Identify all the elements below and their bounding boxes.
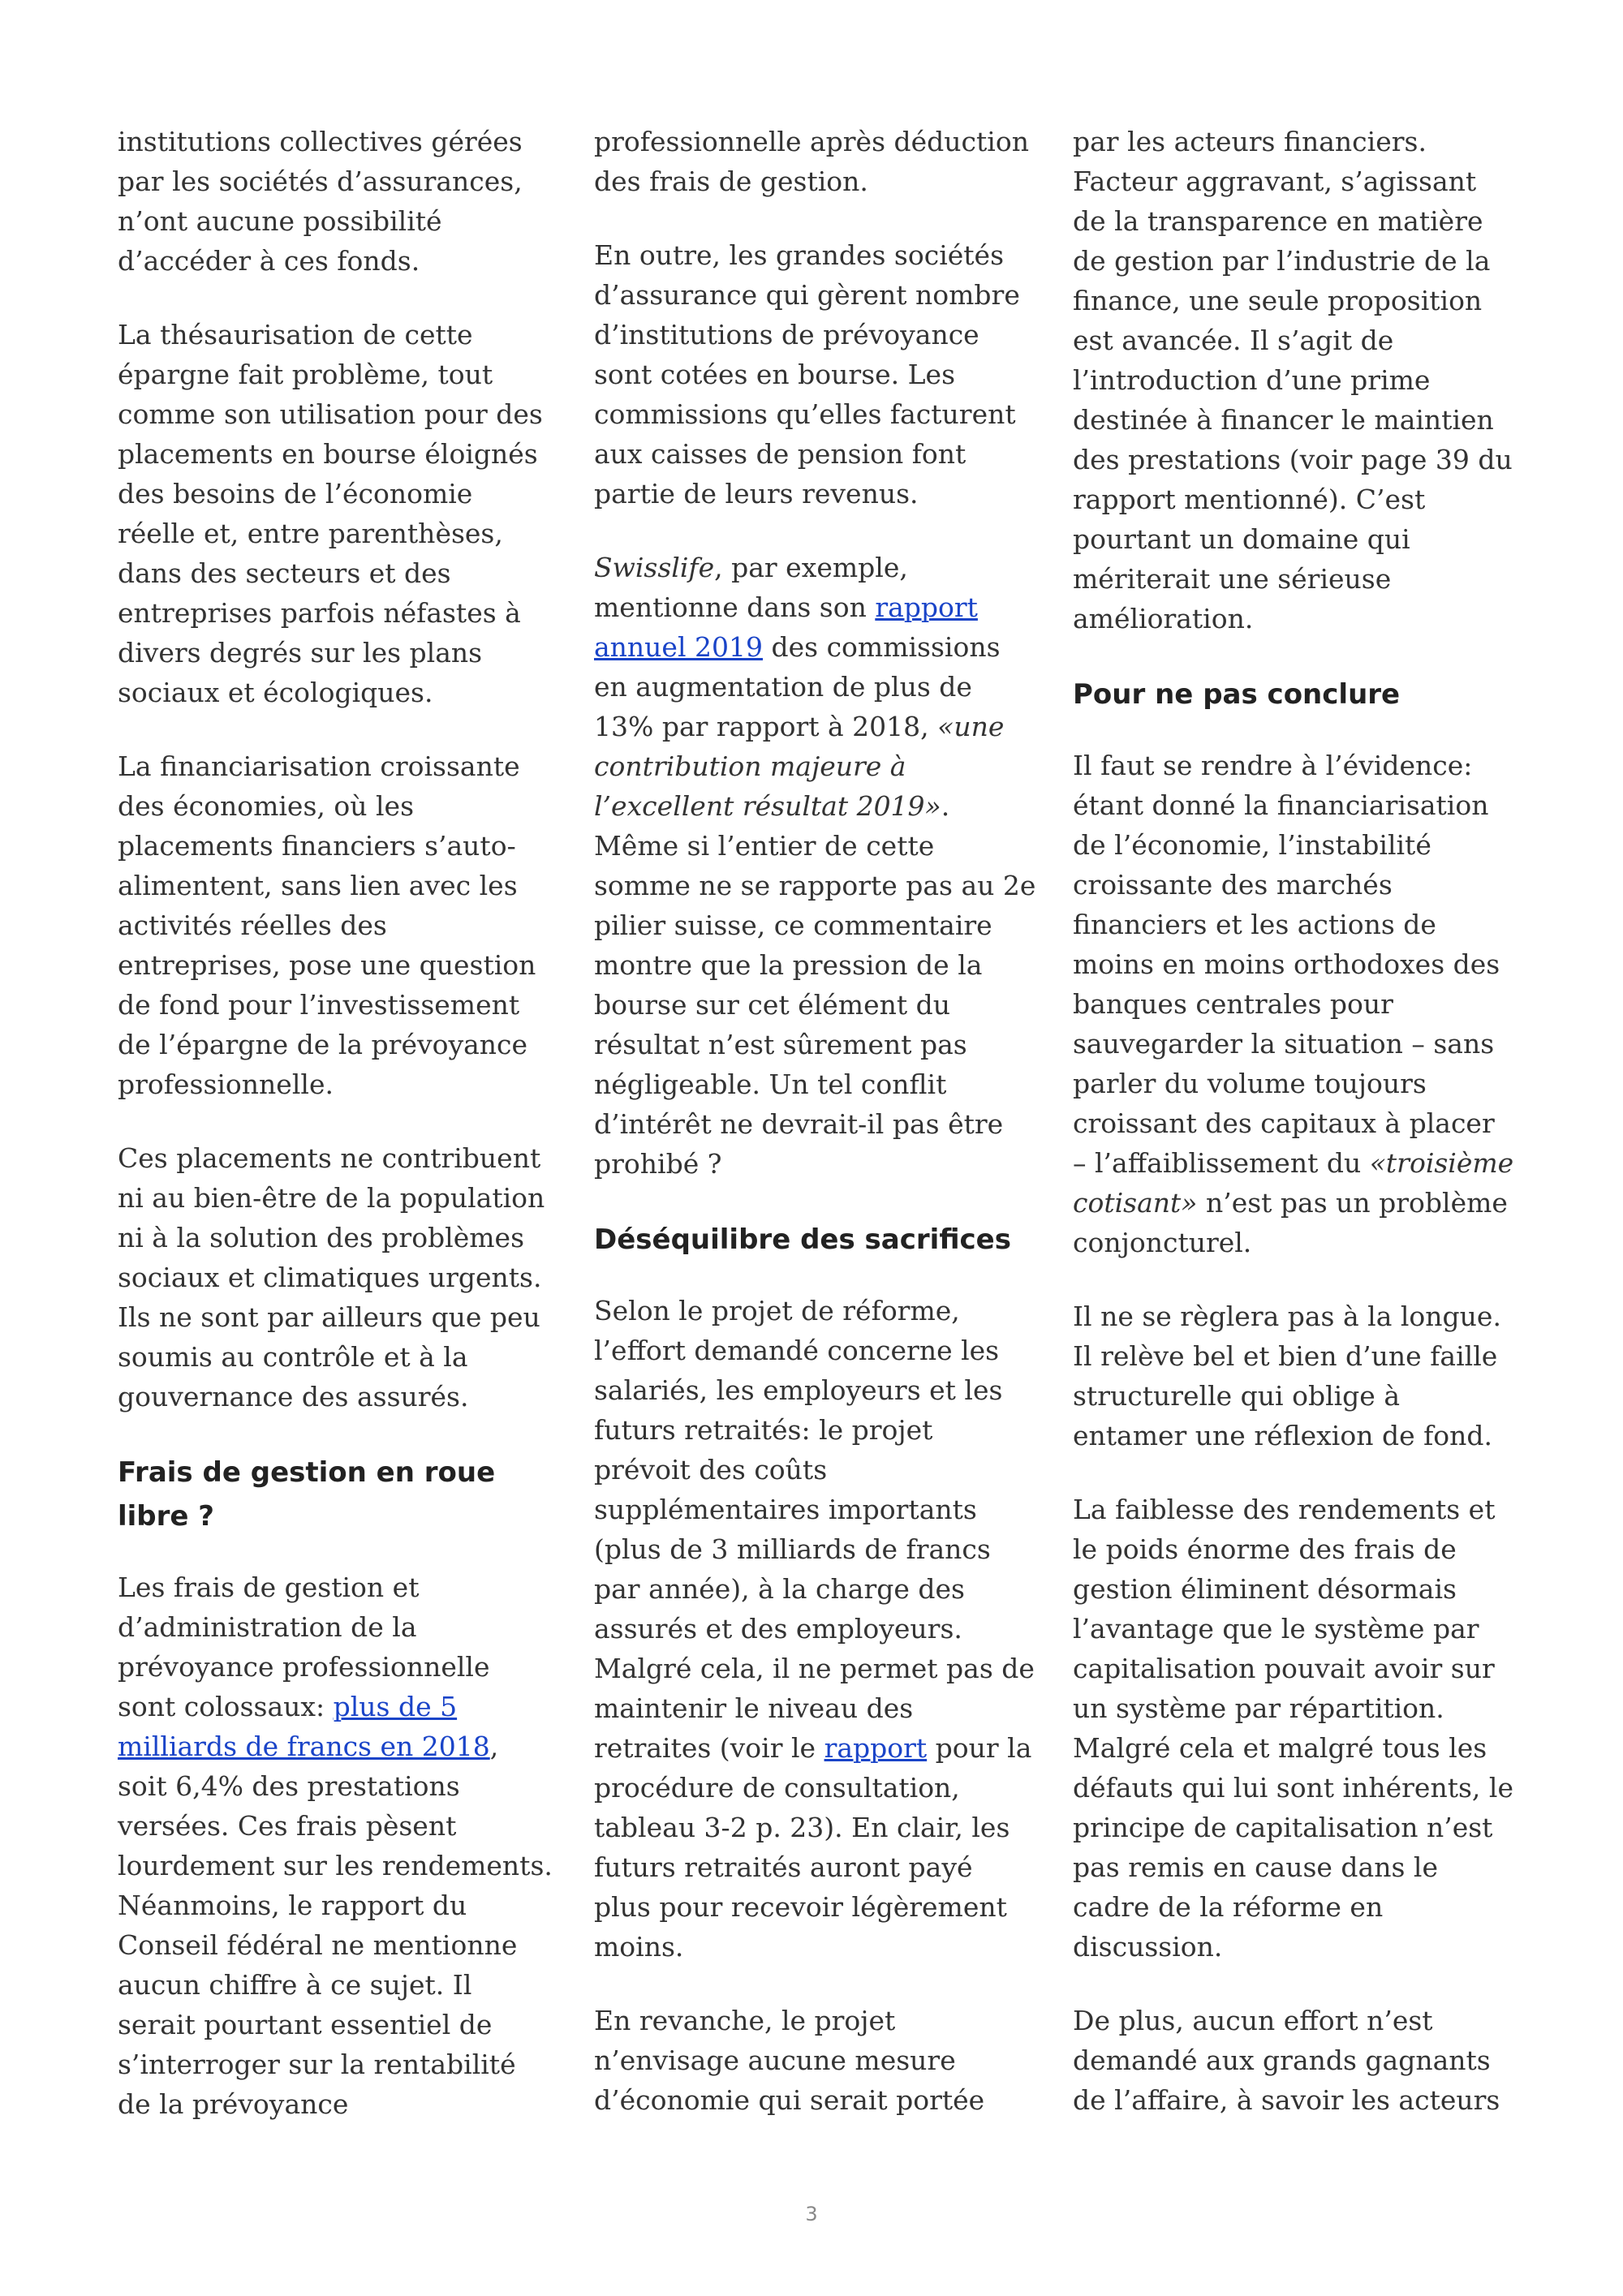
page-number: 3 xyxy=(805,2203,818,2225)
column-1 xyxy=(118,122,556,2158)
text-run: Les frais de gestion et d’administration de la prévoyance professionnelle sont colossaux: xyxy=(118,1572,490,1722)
paragraph xyxy=(594,548,1036,1184)
text-run: , par exemple, mentionne dans son xyxy=(594,552,908,623)
paragraph: institutions collectives gérées par les sociétés d’assurances, n’ont aucune possibilité d’accéder à ces fonds. xyxy=(118,126,523,277)
text-run: , soit 6,4% des prestations versées. Ces frais pèsent lourdement sur les rendements. Néanmoins, le rapport du Conseil fédéral ne mentionne aucun chiffre à ce sujet. Il serait pourtant essentiel de s’interroger sur la rentabilité de la prévoyance xyxy=(118,1731,553,2120)
paragraph: La financiarisation croissante des économies, où les placements financiers s’auto-alimentent, sans lien avec les activités réelles des entreprises, pose une question de fond pour l’investissement de l’épargne de la prévoyance professionnelle. xyxy=(118,750,536,1100)
text-run: Il faut se rendre à l’évidence: étant donné la financiarisation de l’économie, l’instabilité croissante des marchés financiers et les actions de moins en moins orthodoxes des banques centrales pour sauvegarder la situation – sans parler du volume toujours croissant des capitaux à placer – l’affaiblissement du xyxy=(1073,750,1500,1179)
paragraph: De plus, aucun effort n’est demandé aux grands gagnants de l’affaire, à savoir les acteurs xyxy=(1073,2005,1500,2116)
paragraph: La faiblesse des rendements et le poids énorme des frais de gestion éliminent désormais l’avantage que le système par capitalisation pouvait avoir sur un système par répartition. Malgré cela et malgré tous les défauts qui lui sont inhérents, le principe de capitalisation n’est pas remis en cause dans le cadre de la réforme en discussion. xyxy=(1073,1494,1513,1963)
annual-report-link[interactable]: rapport annuel 2019 xyxy=(594,591,978,663)
quote: «troisième cotisant» xyxy=(1073,1147,1514,1219)
text-run: Selon le projet de réforme, l’effort demandé concerne les salariés, les employeurs et les futurs retraités: le projet prévoit des coûts supplémentaires importants (plus de 3 milliards de francs par année), à la charge des assurés et des employeurs. Malgré cela, il ne permet pas de maintenir le niveau des retraites (voir le xyxy=(594,1295,1035,1764)
quote: «une contribution majeure à l’excellent résultat 2019» xyxy=(594,711,1005,822)
text-run: n’est pas un problème conjoncturel. xyxy=(1073,1187,1508,1258)
text-run: des commissions en augmentation de plus de 13% par rapport à 2018, xyxy=(594,631,1001,742)
paragraph: par les acteurs financiers. Facteur aggravant, s’agissant de la transparence en matière de gestion par l’industrie de la finance, une seule proposition est avancée. Il s’agit de l’introduction d’une prime destinée à financer le maintien des prestations (voir page 39 du rapport mentionné). C’est pourtant un domaine qui mériterait une sérieuse amélioration. xyxy=(1073,126,1513,634)
paragraph xyxy=(594,1291,1036,1967)
paragraph: professionnelle après déduction des frais de gestion. xyxy=(594,126,1029,197)
text-run: . Même si l’entier de cette somme ne se rapporte pas au 2e pilier suisse, ce commentaire montre que la pression de la bourse sur cet élément du résultat n’est sûrement pas négligeable. Un tel conflit d’intérêt ne devrait-il pas être prohibé ? xyxy=(594,790,1036,1180)
consultation-report-link[interactable]: rapport xyxy=(824,1732,928,1764)
paragraph: La thésaurisation de cette épargne fait problème, tout comme son utilisation pour des placements en bourse éloignés des besoins de l’économie réelle et, entre parenthèses, dans des secteurs et des entreprises parfois néfastes à divers degrés sur les plans sociaux et écologiques. xyxy=(118,319,543,708)
paragraph: En outre, les grandes sociétés d’assurance qui gèrent nombre d’institutions de prévoyance sont cotées en bourse. Les commissions qu’elles facturent aux caisses de pension font partie de leurs revenus. xyxy=(594,239,1020,510)
management-costs-link[interactable]: plus de 5 milliards de francs en 2018 xyxy=(118,1691,490,1762)
company-name: Swisslife xyxy=(594,552,715,583)
paragraph xyxy=(1073,746,1515,1262)
section-heading: Frais de gestion en roue libre ? xyxy=(118,1456,496,1533)
section-heading: Pour ne pas conclure xyxy=(1073,678,1401,711)
column-3 xyxy=(1073,122,1515,2154)
paragraph: Ces placements ne contribuent ni au bien-être de la population ni à la solution des problèmes sociaux et climatiques urgents. Ils ne sont par ailleurs que peu soumis au contrôle et à la gouvernance des assurés. xyxy=(118,1142,545,1412)
column-2 xyxy=(594,122,1036,2154)
paragraph: Il ne se règlera pas à la longue. Il relève bel et bien d’une faille structurelle qui oblige à entamer une réflexion de fond. xyxy=(1073,1301,1501,1451)
text-run: pour la procédure de consultation, tableau 3-2 p. 23). En clair, les futurs retraités auront payé plus pour recevoir légèrement moins. xyxy=(594,1732,1032,1963)
section-heading: Déséquilibre des sacrifices xyxy=(594,1223,1011,1256)
paragraph xyxy=(118,1567,556,2124)
paragraph: En revanche, le projet n’envisage aucune mesure d’économie qui serait portée xyxy=(594,2005,985,2116)
